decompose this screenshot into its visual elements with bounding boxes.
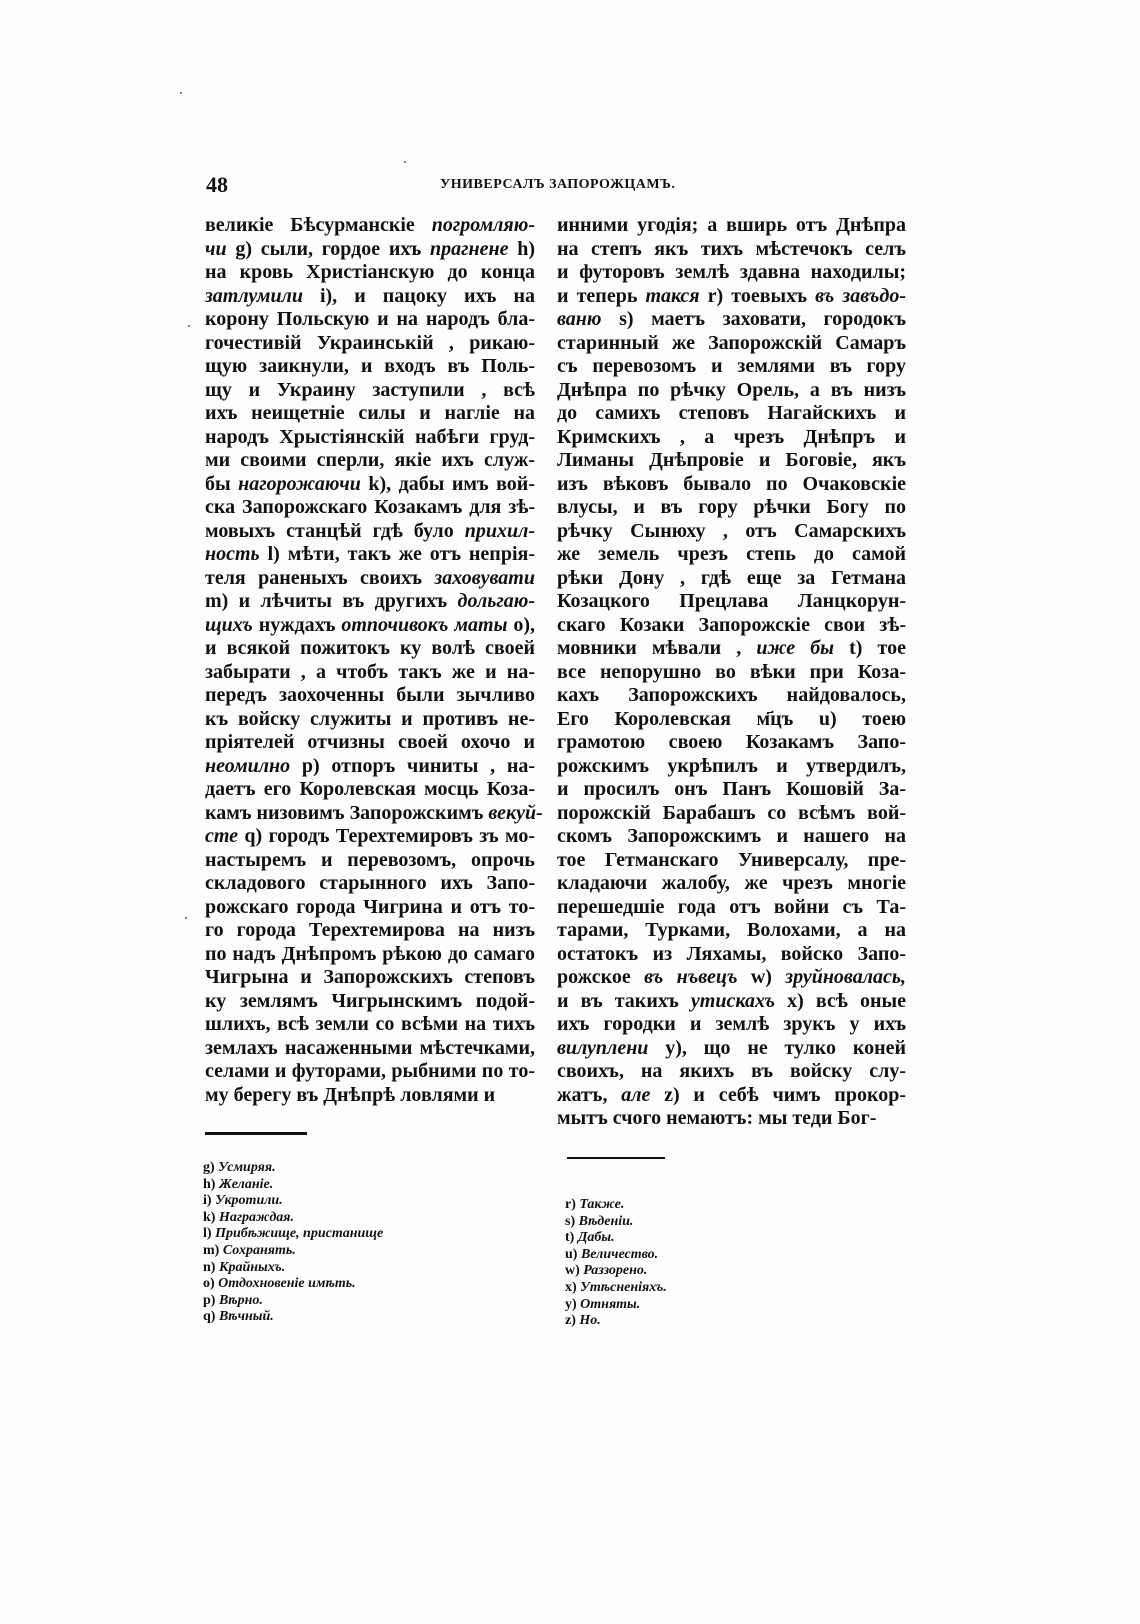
text-line bbox=[205, 402, 535, 426]
text-run: жатъ, bbox=[557, 1083, 622, 1106]
text-run: рожскаго города Чигрина и отъ то- bbox=[205, 895, 535, 918]
text-run: щу и Украину заступили , всѣ bbox=[205, 378, 535, 401]
text-run: рожское bbox=[557, 966, 645, 988]
footnote-mark: g) bbox=[203, 1160, 215, 1175]
text-run: Чигрына и Запорожскихъ степовъ bbox=[205, 966, 535, 988]
italic-gloss-word: погромляю- bbox=[431, 214, 535, 236]
italic-gloss-word: але bbox=[621, 1083, 651, 1106]
italic-gloss-word: дольгаю- bbox=[457, 590, 535, 612]
right-text-column bbox=[557, 214, 906, 1131]
text-run: по надъ Днѣпромъ рѣкою до самаго bbox=[205, 942, 535, 965]
text-run: рожскимъ укрѣпилъ и утвердилъ, bbox=[557, 754, 906, 777]
text-line bbox=[557, 1084, 906, 1108]
footnote bbox=[203, 1226, 383, 1243]
text-run: порожскій Барабашъ со всѣмъ вой- bbox=[557, 801, 906, 824]
italic-gloss-word: нагорожаючи bbox=[238, 472, 361, 495]
text-run: ми своими сперли, якіе ихъ служ- bbox=[205, 449, 535, 471]
text-line bbox=[557, 990, 906, 1014]
text-run: же земель чрезъ степь до самой bbox=[557, 543, 906, 565]
footnote-text: Прибѣжище, пристанище bbox=[215, 1226, 384, 1242]
footnote-text: Дабы. bbox=[577, 1230, 615, 1246]
footnote bbox=[203, 1177, 383, 1194]
footnote-mark: s) bbox=[565, 1213, 576, 1229]
text-line bbox=[557, 473, 906, 497]
text-line bbox=[205, 426, 535, 450]
footnote-mark: r) bbox=[565, 1197, 576, 1212]
footnote-rule-left bbox=[205, 1132, 307, 1135]
text-run: и просилъ онъ Панъ Кошовій За- bbox=[557, 778, 906, 800]
text-line bbox=[557, 966, 906, 990]
text-run: старинный же Запорожскій Самаръ bbox=[557, 331, 906, 354]
text-run: го города Терехтемирова на низъ bbox=[205, 919, 535, 941]
text-run: p) отпоръ чиниты , на- bbox=[290, 754, 535, 777]
footnote-mark: u) bbox=[565, 1246, 578, 1262]
text-line bbox=[205, 684, 535, 708]
text-line bbox=[557, 943, 906, 967]
footnote-mark: q) bbox=[203, 1309, 216, 1325]
footnote-mark: z) bbox=[565, 1313, 576, 1329]
footnote-text: Также. bbox=[579, 1197, 625, 1212]
footnote bbox=[203, 1243, 383, 1260]
text-line bbox=[557, 590, 906, 614]
text-run: и теперь bbox=[557, 284, 646, 307]
text-run: w) bbox=[737, 966, 786, 988]
text-run: Днѣпра по рѣчку Орель, а въ низъ bbox=[557, 378, 906, 401]
scan-speck bbox=[404, 161, 406, 163]
italic-gloss-word: неомилно bbox=[205, 754, 291, 777]
italic-gloss-word: ность bbox=[205, 543, 260, 565]
text-run: Его Королевская м҃цъ u) тоею bbox=[557, 707, 906, 730]
footnote-text: Вѣчный. bbox=[218, 1309, 274, 1325]
text-run: му берегу въ Днѣпрѣ ловлями и bbox=[205, 1083, 496, 1106]
footnote-mark: m) bbox=[203, 1242, 220, 1258]
text-run: h) bbox=[508, 237, 535, 260]
text-line bbox=[557, 520, 906, 544]
italic-gloss-word: сте bbox=[205, 825, 239, 847]
text-line bbox=[557, 543, 906, 567]
footnote-mark: t) bbox=[565, 1230, 575, 1246]
left-text-column bbox=[205, 214, 543, 1107]
footnote bbox=[565, 1280, 667, 1297]
text-line bbox=[557, 1013, 906, 1037]
footnote-mark: x) bbox=[565, 1279, 577, 1295]
text-run: на степъ якъ тихъ мѣстечокъ селъ bbox=[557, 237, 906, 260]
text-line bbox=[205, 637, 535, 661]
text-run: o), bbox=[507, 613, 536, 636]
text-line bbox=[205, 308, 535, 332]
footnote bbox=[565, 1313, 667, 1330]
footnote-text: Усмиряя. bbox=[218, 1160, 276, 1175]
text-line bbox=[205, 473, 535, 497]
text-line bbox=[205, 285, 535, 309]
italic-gloss-word: векуй- bbox=[488, 801, 543, 824]
text-run: ку землямъ Чигрынскимъ подой- bbox=[205, 989, 535, 1012]
text-run: перешедшіе года отъ войни съ Та- bbox=[557, 895, 906, 918]
text-line bbox=[205, 590, 535, 614]
footnote-text: Отдохновеніе имѣть. bbox=[218, 1276, 356, 1292]
text-run: скаго Козаки Запорожскіе свои зѣ- bbox=[557, 613, 906, 636]
text-run: Кримскихъ , а чрезъ Днѣпръ и bbox=[557, 425, 906, 448]
italic-gloss-word: щихъ bbox=[205, 613, 253, 636]
text-run: гочестивій Украинській , рикаю- bbox=[205, 331, 535, 354]
footnote bbox=[565, 1230, 667, 1247]
text-run: мытъ счого немаютъ: мы теди Бог- bbox=[557, 1107, 877, 1129]
footnote-mark: p) bbox=[203, 1292, 216, 1308]
text-run: рѣчку Сынюху , отъ Самарскихъ bbox=[557, 519, 906, 542]
text-line bbox=[205, 896, 535, 920]
text-line bbox=[205, 1037, 535, 1061]
text-line bbox=[557, 567, 906, 591]
text-run: ихъ неищетніе силы и нагліе на bbox=[205, 402, 535, 424]
text-line bbox=[205, 449, 535, 473]
text-run: передъ заохоченны были зычливо bbox=[205, 684, 535, 706]
text-run: своихъ, на якихъ въ войску слу- bbox=[557, 1060, 906, 1082]
text-run: и въ такихъ bbox=[557, 989, 691, 1012]
text-line bbox=[557, 332, 906, 356]
text-run: все непорушно во вѣки при Коза- bbox=[557, 660, 906, 683]
text-line bbox=[557, 238, 906, 262]
text-run: на кровь Христіанскую до конца bbox=[205, 261, 535, 283]
footnote-mark: l) bbox=[203, 1226, 212, 1242]
text-line bbox=[205, 614, 535, 638]
text-line bbox=[557, 402, 906, 426]
footnote-rule-right bbox=[567, 1157, 665, 1159]
italic-gloss-word: отпочивокъ маты bbox=[341, 613, 508, 636]
italic-gloss-word: въ нъвецъ bbox=[644, 966, 738, 988]
text-line bbox=[557, 896, 906, 920]
text-line bbox=[557, 214, 906, 238]
text-line bbox=[205, 778, 535, 802]
text-run: мовники мѣвали , bbox=[557, 637, 757, 659]
text-line bbox=[557, 1107, 906, 1131]
text-run: съ перевозомъ и землями въ гору bbox=[557, 355, 906, 377]
text-run: изъ вѣковъ бывало по Очаковскіе bbox=[557, 472, 906, 495]
italic-gloss-word: чи bbox=[205, 237, 227, 260]
text-line bbox=[205, 332, 535, 356]
footnote-text: Сохранять. bbox=[222, 1242, 296, 1258]
footnote-text: Величество. bbox=[580, 1246, 659, 1262]
text-line bbox=[557, 449, 906, 473]
footnotes-left bbox=[203, 1160, 383, 1326]
text-line bbox=[205, 520, 535, 544]
text-run: g) сыли, гордое ихъ bbox=[226, 237, 431, 260]
italic-gloss-word: заховувати bbox=[434, 566, 535, 589]
text-run: до самихъ степовъ Нагайскихъ и bbox=[557, 402, 906, 424]
text-line bbox=[205, 1060, 535, 1084]
text-run: тое Гетманскаго Универсалу, пре- bbox=[557, 848, 906, 871]
scan-speck bbox=[185, 917, 187, 919]
text-line bbox=[205, 496, 535, 520]
text-line bbox=[205, 543, 535, 567]
footnote-mark: i) bbox=[203, 1193, 212, 1209]
footnote bbox=[203, 1309, 383, 1326]
footnote-mark: h) bbox=[203, 1176, 216, 1192]
text-run: ихъ городки и землѣ зрукъ у ихъ bbox=[557, 1013, 906, 1035]
text-run: бы bbox=[205, 472, 239, 495]
text-line bbox=[557, 261, 906, 285]
footnote bbox=[565, 1247, 667, 1264]
text-run: камъ низовимъ Запорожскимъ bbox=[205, 801, 489, 824]
text-run: складового старынного ихъ Запо- bbox=[205, 872, 535, 894]
text-run: великіе Бѣсурманскіе bbox=[205, 214, 432, 236]
text-run: селами и футорами, рыбними по то- bbox=[205, 1060, 535, 1082]
text-line bbox=[557, 637, 906, 661]
italic-gloss-word: зруйновалась, bbox=[785, 966, 907, 988]
text-run: скомъ Запорожскимъ и нашего на bbox=[557, 825, 906, 847]
text-line bbox=[205, 872, 535, 896]
text-line bbox=[205, 801, 543, 826]
text-line bbox=[557, 1060, 906, 1084]
text-run: кладаючи жалобу, же чрезъ многіе bbox=[557, 872, 906, 894]
text-run: s) маетъ заховати, городокъ bbox=[601, 308, 906, 330]
footnote bbox=[565, 1214, 667, 1231]
text-run: m) и лѣчиты въ другихъ bbox=[205, 590, 458, 612]
footnote-text: Желаніе. bbox=[218, 1176, 274, 1192]
footnote-mark: y) bbox=[565, 1296, 577, 1312]
footnote-text: Утѣсненіяхъ. bbox=[580, 1279, 667, 1295]
footnote-mark: n) bbox=[203, 1259, 216, 1275]
text-line bbox=[557, 614, 906, 638]
text-run: мовыхъ станцѣй гдѣ було bbox=[205, 519, 465, 542]
text-line bbox=[205, 1013, 535, 1037]
text-run: теля раненыхъ своихъ bbox=[205, 566, 435, 589]
footnote-text: Отняты. bbox=[580, 1296, 641, 1312]
text-line bbox=[205, 825, 535, 849]
running-title: УНИВЕРСАЛЪ ЗАПОРОЖЦАМЪ. bbox=[440, 177, 676, 192]
footnote-mark: o) bbox=[203, 1276, 215, 1292]
footnote-text: Но. bbox=[579, 1313, 601, 1329]
footnote-mark: w) bbox=[565, 1263, 580, 1279]
text-line bbox=[557, 285, 906, 309]
text-run: влусы, и въ гору рѣчки Богу по bbox=[557, 496, 906, 518]
italic-gloss-word: въ завъдо- bbox=[815, 284, 907, 307]
text-run: кахъ Запорожскихъ найдовалось, bbox=[557, 684, 906, 706]
page-number: 48 bbox=[206, 172, 228, 197]
italic-gloss-word: ваню bbox=[557, 308, 602, 330]
text-line bbox=[557, 661, 906, 685]
text-line bbox=[205, 919, 535, 943]
footnote bbox=[203, 1260, 383, 1277]
text-run: и футоровъ землѣ здавна находилы; bbox=[557, 261, 906, 283]
text-line bbox=[557, 684, 906, 708]
text-line bbox=[557, 825, 906, 849]
text-run: t) тое bbox=[834, 637, 906, 659]
text-run: r) тоевыхъ bbox=[699, 284, 816, 307]
text-run: ска Запорожскаго Козакамъ для зѣ- bbox=[205, 496, 535, 518]
text-line bbox=[205, 731, 535, 755]
text-run: шлихъ, всѣ земли со всѣми на тихъ bbox=[205, 1013, 535, 1035]
text-run: къ войску служиты и противъ не- bbox=[205, 707, 535, 730]
text-run: грамотою своею Козакамъ Запо- bbox=[557, 731, 906, 753]
footnote-mark: k) bbox=[203, 1209, 216, 1225]
text-line bbox=[205, 567, 535, 591]
text-line bbox=[557, 496, 906, 520]
text-run: и всякой пожитокъ ку волѣ своей bbox=[205, 637, 535, 659]
text-run: щую заикнули, и входъ въ Поль- bbox=[205, 355, 535, 377]
footnote-text: Вѣрно. bbox=[218, 1292, 263, 1308]
footnote-text: Крайныхъ. bbox=[218, 1259, 286, 1275]
text-line bbox=[205, 708, 535, 732]
text-run: Лиманы Днѣпровіе и Боговіе, якъ bbox=[557, 449, 906, 471]
footnote bbox=[565, 1297, 667, 1314]
text-run: настыремъ и перевозомъ, опрочь bbox=[205, 848, 535, 871]
scan-speck bbox=[180, 92, 182, 94]
footnote bbox=[565, 1263, 667, 1280]
italic-gloss-word: такся bbox=[645, 284, 700, 307]
text-run: забырати , а чтобъ такъ же и на- bbox=[205, 660, 535, 683]
text-run: нуждахъ bbox=[252, 613, 342, 636]
text-line bbox=[205, 661, 535, 685]
italic-gloss-word: прагнене bbox=[430, 237, 509, 260]
text-run: корону Польскую и на народъ бла- bbox=[205, 308, 535, 330]
footnote bbox=[203, 1276, 383, 1293]
text-run: землахъ насаженными мѣстечками, bbox=[205, 1036, 535, 1059]
text-line bbox=[205, 379, 535, 403]
text-line bbox=[557, 708, 906, 732]
text-line bbox=[557, 872, 906, 896]
footnote bbox=[203, 1210, 383, 1227]
footnote-text: Вѣденіи. bbox=[578, 1213, 634, 1229]
text-line bbox=[557, 355, 906, 379]
footnote bbox=[203, 1160, 383, 1177]
text-run: k), дабы имъ вой- bbox=[360, 472, 535, 495]
text-run: x) всѣ оные bbox=[775, 989, 906, 1012]
footnote-text: Награждая. bbox=[218, 1209, 294, 1225]
text-line bbox=[557, 1037, 906, 1061]
text-line bbox=[205, 943, 535, 967]
text-run: народъ Хрыстіянскій набѣги груд- bbox=[205, 425, 535, 448]
italic-gloss-word: прихил- bbox=[464, 519, 535, 542]
text-run: инними угодія; а вширь отъ Днѣпра bbox=[557, 214, 906, 236]
text-run: пріятелей отчизны своей охочо и bbox=[205, 731, 535, 753]
italic-gloss-word: затлумили bbox=[205, 284, 303, 307]
text-run: q) городъ Терехтемировъ зъ мо- bbox=[238, 825, 535, 847]
text-line bbox=[557, 919, 906, 943]
footnote bbox=[565, 1197, 667, 1214]
text-run: тарами, Турками, Волохами, а на bbox=[557, 919, 906, 941]
text-line bbox=[557, 426, 906, 450]
text-line bbox=[557, 731, 906, 755]
text-run: l) мѣти, такъ же отъ непрія- bbox=[259, 543, 535, 565]
text-run: i), и пацоку ихъ на bbox=[302, 284, 535, 307]
italic-gloss-word: утискахъ bbox=[690, 989, 776, 1012]
text-line bbox=[205, 755, 535, 779]
text-line bbox=[205, 849, 535, 873]
text-run: y), що не тулко коней bbox=[648, 1036, 906, 1059]
text-line bbox=[557, 778, 906, 802]
scan-speck bbox=[188, 325, 190, 327]
text-run: Козацкого Прецлава Ланцкорун- bbox=[557, 590, 906, 612]
text-line bbox=[205, 214, 535, 238]
text-line bbox=[557, 308, 906, 332]
text-line bbox=[557, 849, 906, 873]
italic-gloss-word: иже бы bbox=[756, 637, 835, 659]
text-line bbox=[557, 755, 906, 779]
text-run: остатокъ из Ляхамы, войско Запо- bbox=[557, 942, 906, 965]
text-line bbox=[557, 802, 906, 826]
text-line bbox=[205, 238, 535, 262]
text-run: рѣки Дону , гдѣ еще за Гетмана bbox=[557, 566, 906, 589]
footnote-text: Раззорено. bbox=[583, 1263, 648, 1279]
footnote bbox=[203, 1293, 383, 1310]
text-line bbox=[557, 379, 906, 403]
footnote bbox=[203, 1193, 383, 1210]
footnote-text: Укротили. bbox=[215, 1193, 283, 1209]
text-run: даетъ его Королевская мосць Коза- bbox=[205, 778, 535, 800]
text-line bbox=[205, 990, 535, 1014]
text-line bbox=[205, 966, 535, 990]
text-line bbox=[205, 1084, 535, 1108]
italic-gloss-word: вилуплени bbox=[557, 1036, 649, 1059]
text-run: z) и себѣ чимъ прокор- bbox=[650, 1083, 906, 1106]
text-line bbox=[205, 355, 535, 379]
text-line bbox=[205, 261, 535, 285]
footnotes-right bbox=[565, 1197, 667, 1330]
